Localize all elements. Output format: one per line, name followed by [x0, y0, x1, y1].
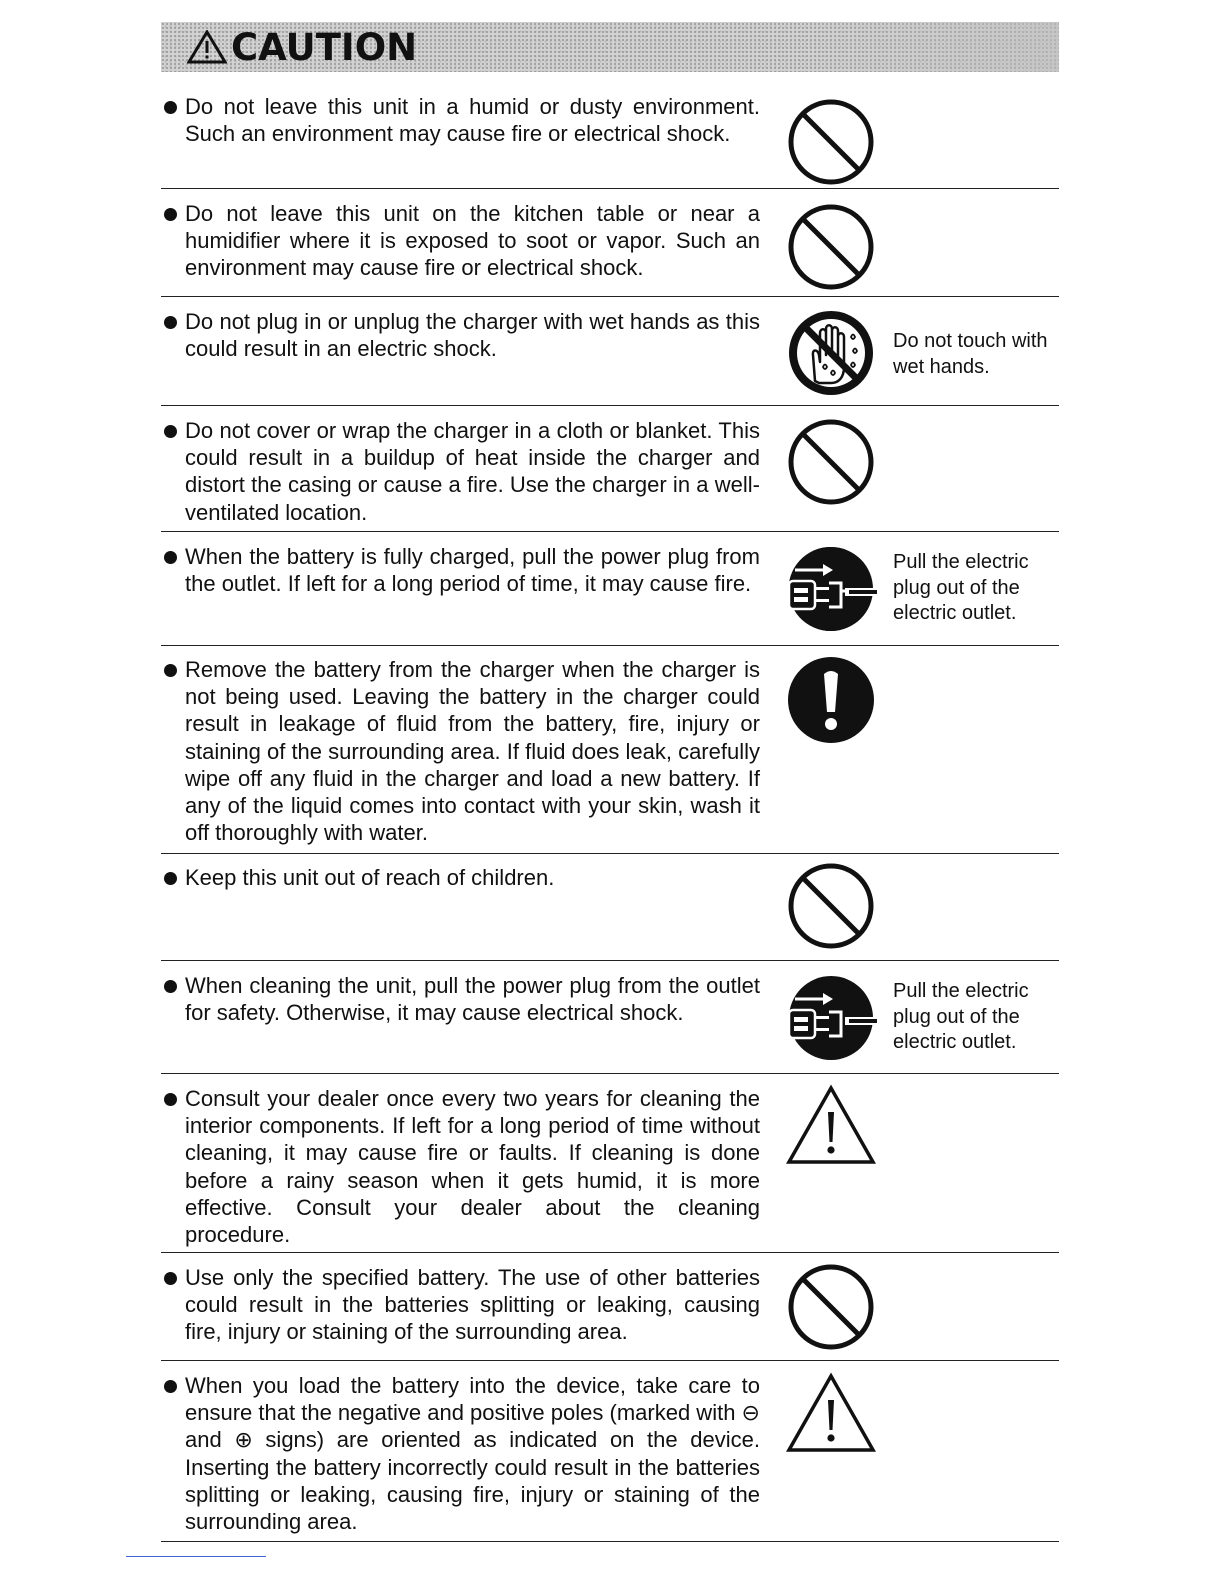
prohibition-icon — [785, 96, 877, 188]
caution-text: Consult your dealer once every two years for cleaning the interior components. If left for a long period of time without cleaning, it may cause fire or faults. If cleaning is done before a rainy season when it gets humid, it is more effective. Consult your dealer about the cleaning procedure. — [185, 1086, 760, 1248]
divider — [161, 405, 1059, 406]
prohibition-icon — [785, 416, 877, 508]
bullet-icon — [164, 101, 177, 114]
caution-text: Keep this unit out of reach of children. — [185, 865, 555, 890]
divider — [161, 188, 1059, 189]
caution-text: Do not leave this unit in a humid or dusty environment. Such an environment may cause fire or electrical shock. — [185, 94, 760, 147]
banner-texture — [799, 22, 1059, 72]
caution-text: When the battery is fully charged, pull the power plug from the outlet. If left for a long period of time, it may cause fire. — [185, 544, 760, 597]
bullet-icon — [164, 208, 177, 221]
divider — [161, 296, 1059, 297]
caution-text: Do not leave this unit on the kitchen table or near a humidifier where it is exposed to soot or vapor. Such an environment may cause fire or electrical shock. — [185, 201, 760, 281]
page-title: CAUTION — [231, 25, 418, 69]
icon-caption: Pull the electric plug out of the electric outlet. — [893, 551, 1029, 624]
divider — [161, 645, 1059, 646]
caution-text: Use only the specified battery. The use of other batteries could result in the batteries splitting or leaking, causing fire, injury or staining of the surrounding area. — [185, 1265, 760, 1345]
prohibition-icon — [785, 860, 877, 952]
prohibition-icon — [785, 201, 877, 293]
bullet-icon — [164, 980, 177, 993]
bullet-icon — [164, 1093, 177, 1106]
mandatory-action-icon — [785, 654, 877, 746]
icon-caption: Pull the electric plug out of the electric outlet. — [893, 980, 1029, 1053]
bullet-icon — [164, 316, 177, 329]
warning-triangle-icon — [187, 30, 227, 64]
caution-text: Do not plug in or unplug the charger with wet hands as this could result in an electric shock. — [185, 309, 760, 362]
bullet-icon — [164, 425, 177, 438]
bullet-icon — [164, 872, 177, 885]
unplug-icon — [785, 972, 877, 1064]
no-wet-hands-icon — [785, 307, 877, 399]
caution-text: When you load the battery into the device, take care to ensure that the negative and positive poles (marked with ⊖ and ⊕ signs) are oriented as indicated on the device. Inserting the battery incorrectly could result in the batteries splitting or leaking, causing fire, injury or staining of the surrounding area. — [185, 1373, 760, 1535]
prohibition-icon — [785, 1261, 877, 1353]
divider — [161, 1252, 1059, 1253]
caution-text: Remove the battery from the charger when the charger is not being used. Leaving the battery in the charger could result in leakage of fluid from the battery, fire, injury or staining of the surrounding area. If fluid does leak, carefully wipe off any fluid in the charger and load a new battery. If any of the liquid comes into contact with your skin, wash it off thoroughly with water. — [185, 657, 760, 846]
caution-text: When cleaning the unit, pull the power plug from the outlet for safety. Otherwise, it may cause electrical shock. — [185, 973, 760, 1026]
bullet-icon — [164, 1272, 177, 1285]
divider — [161, 853, 1059, 854]
warning-triangle-icon — [785, 1080, 877, 1172]
bullet-icon — [164, 664, 177, 677]
caution-text: Do not cover or wrap the charger in a cloth or blanket. This could result in a buildup of heat inside the charger and distort the casing or cause a fire. Use the charger in a well-ventilated location. — [185, 418, 760, 525]
divider — [161, 1360, 1059, 1361]
footer-rule — [126, 1556, 266, 1557]
divider — [161, 531, 1059, 532]
icon-caption: Do not touch with wet hands. — [893, 330, 1048, 378]
unplug-icon — [785, 543, 877, 635]
caution-banner — [161, 22, 1059, 72]
divider — [161, 1073, 1059, 1074]
warning-triangle-icon — [785, 1368, 877, 1460]
bullet-icon — [164, 1380, 177, 1393]
bullet-icon — [164, 551, 177, 564]
divider — [161, 960, 1059, 961]
divider — [161, 1541, 1059, 1542]
